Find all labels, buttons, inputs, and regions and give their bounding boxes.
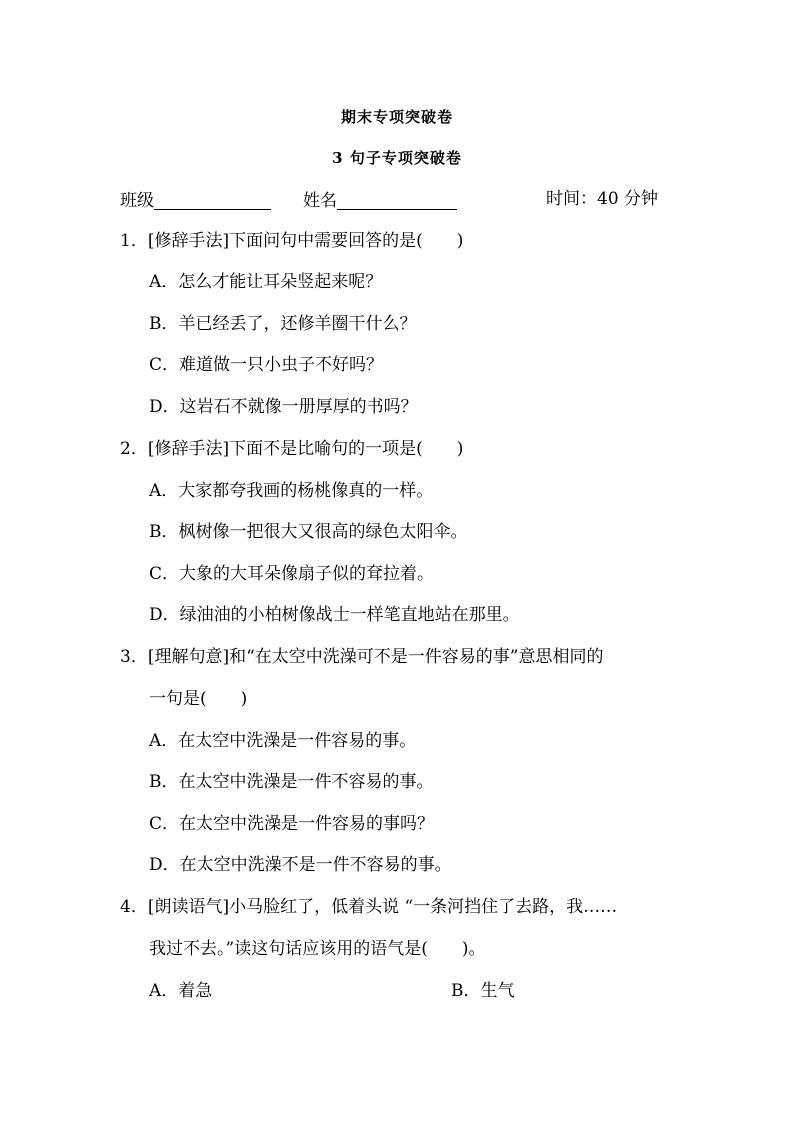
- question-1-option-d: D．这岩石不就像一册厚厚的书吗？: [149, 397, 418, 417]
- question-4-stem-continued: 我过不去。”读这句话应该用的语气是( )。: [149, 939, 486, 959]
- question-1-option-a: A．怎么才能让耳朵竖起来呢？: [149, 272, 383, 292]
- name-label: 姓名: [303, 191, 337, 211]
- class-label: 班级: [120, 191, 154, 211]
- question-1-option-c: C．难道做一只小虫子不好吗？: [149, 355, 384, 375]
- question-2-option-a: A．大家都夸我画的杨桃像真的一样。: [149, 481, 434, 501]
- question-2-option-c: C．大象的大耳朵像扇子似的耷拉着。: [149, 564, 435, 584]
- question-1-stem: 1．[修辞手法]下面问句中需要回答的是( ): [120, 231, 464, 251]
- section-title: 3 句子专项突破卷: [332, 149, 462, 167]
- paper-title: 期末专项突破卷: [340, 108, 453, 126]
- question-4-option-b: B．生气: [451, 981, 515, 1001]
- question-3-option-c: C．在太空中洗澡是一件容易的事吗？: [149, 814, 435, 834]
- question-2-option-b: B．枫树像一把很大又很高的绿色太阳伞。: [149, 522, 468, 542]
- info-line: [120, 191, 457, 210]
- question-3-option-a: A．在太空中洗澡是一件容易的事。: [149, 731, 417, 751]
- question-4-stem: 4．[朗读语气]小马脸红了，低着头说 “一条河挡住了去路，我……: [120, 897, 618, 917]
- question-3-option-b: B．在太空中洗澡是一件不容易的事。: [149, 772, 434, 792]
- question-4-option-a: A．着急: [149, 981, 213, 1001]
- class-blank[interactable]: [154, 191, 271, 210]
- question-2-stem: 2．[修辞手法]下面不是比喻句的一项是( ): [120, 439, 464, 459]
- question-3-option-d: D．在太空中洗澡不是一件不容易的事。: [149, 855, 452, 875]
- question-1-option-b: B．羊已经丢了，还修羊圈干什么？: [149, 314, 417, 334]
- question-3-stem: 3．[理解句意]和“在太空中洗澡可不是一件容易的事”意思相同的: [120, 647, 604, 667]
- time-label: 时间：40 分钟: [546, 189, 659, 209]
- question-3-stem-continued: 一句是( ): [149, 689, 248, 709]
- name-blank[interactable]: [337, 191, 457, 210]
- question-2-option-d: D．绿油油的小柏树像战士一样笔直地站在那里。: [149, 605, 520, 625]
